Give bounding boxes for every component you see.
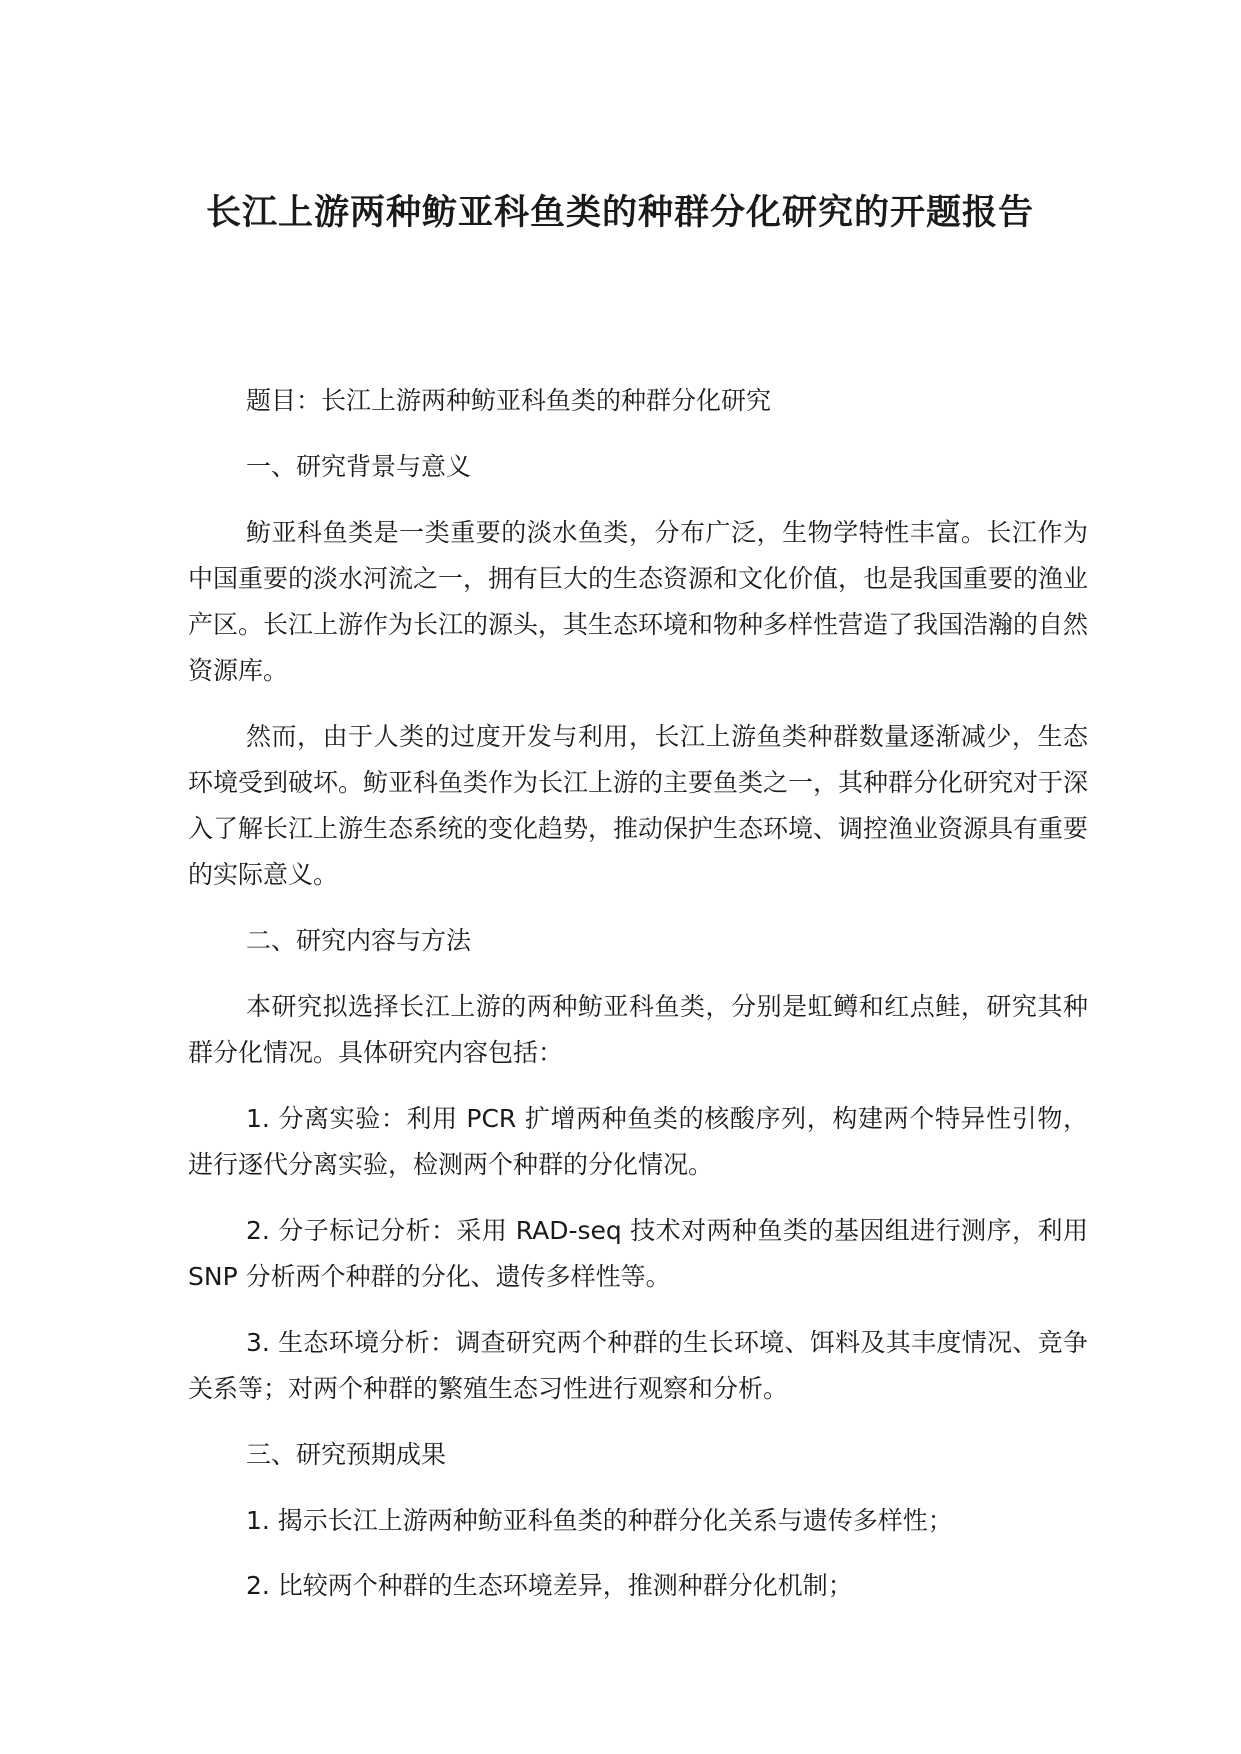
paragraph-background-1: 鲂亚科鱼类是一类重要的淡水鱼类，分布广泛，生物学特性丰富。长江作为中国重要的淡水河流之一，拥有巨大的生态资源和文化价值，也是我国重要的渔业产区。长江上游作为长江的源头，其生态环境和物种多样性营造了我国浩瀚的自然资源库。 bbox=[188, 518, 1089, 685]
list-item-result-2: 2. 比较两个种群的生态环境差异，推测种群分化机制； bbox=[246, 1571, 853, 1600]
section-heading-methods: 二、研究内容与方法 bbox=[246, 926, 472, 955]
paragraph-background-2: 然而，由于人类的过度开发与利用，长江上游鱼类种群数量逐渐减少，生态环境受到破坏。鲂亚科鱼类作为长江上游的主要鱼类之一，其种群分化研究对于深入了解长江上游生态系统的变化趋势，推动保护生态环境、调控渔业资源具有重要的实际意义。 bbox=[188, 722, 1089, 889]
list-item-method-3: 3. 生态环境分析：调查研究两个种群的生长环境、饵料及其丰度情况、竞争关系等；对两个种群的繁殖生态习性进行观察和分析。 bbox=[188, 1328, 1088, 1403]
list-item-method-2: 2. 分子标记分析：采用 RAD-seq 技术对两种鱼类的基因组进行测序，利用 SNP 分析两个种群的分化、遗传多样性等。 bbox=[188, 1216, 1088, 1291]
document-body bbox=[188, 378, 1088, 1628]
section-heading-background: 一、研究背景与意义 bbox=[246, 452, 472, 481]
document-title: 长江上游两种鲂亚科鱼类的种群分化研究的开题报告 bbox=[205, 193, 1034, 233]
topic-line: 题目：长江上游两种鲂亚科鱼类的种群分化研究 bbox=[246, 386, 772, 415]
section-heading-results: 三、研究预期成果 bbox=[246, 1440, 447, 1469]
list-item-method-1: 1. 分离实验：利用 PCR 扩增两种鱼类的核酸序列，构建两个特异性引物，进行逐代分离实验，检测两个种群的分化情况。 bbox=[188, 1104, 1088, 1179]
list-item-result-1: 1. 揭示长江上游两种鲂亚科鱼类的种群分化关系与遗传多样性； bbox=[246, 1506, 953, 1535]
paragraph-methods-intro: 本研究拟选择长江上游的两种鲂亚科鱼类，分别是虹鳟和红点鲑，研究其种群分化情况。具体研究内容包括： bbox=[188, 992, 1088, 1067]
